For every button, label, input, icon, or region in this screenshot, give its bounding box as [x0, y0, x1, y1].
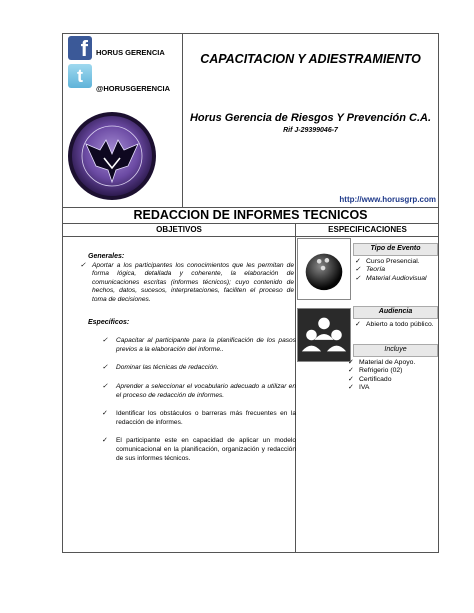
event-type-heading: Tipo de Evento — [353, 243, 438, 256]
list-item — [100, 437, 296, 463]
list-item — [100, 410, 296, 427]
specifications-header: ESPECIFICACIONES — [328, 225, 407, 234]
check-icon: ✓ — [355, 320, 361, 328]
list-item-text: Refrigerio (02) — [359, 367, 403, 374]
check-icon: ✓ — [348, 367, 354, 374]
horus-logo — [66, 110, 158, 202]
includes-heading: Incluye — [353, 344, 438, 357]
event-type-list — [353, 258, 438, 284]
list-item-text: El participante este en capacidad de aplicar un modelo comunicacional en la planificación, organización y redacción de sus informes técnicos. — [116, 437, 296, 462]
list-item-text: Capacitar al participante para la planificación de los pasos previos a la elaboración del informe.. — [116, 337, 296, 353]
course-title: REDACCION DE INFORMES TECNICOS — [133, 208, 368, 222]
list-item — [353, 258, 438, 267]
list-item-text: Material de Apoyo. — [359, 358, 416, 366]
people-icon — [297, 308, 351, 362]
list-item — [353, 275, 438, 284]
list-item — [100, 383, 296, 400]
includes-list — [346, 359, 438, 393]
audience-heading: Audiencia — [353, 306, 438, 319]
list-item-text: Identificar los obstáculos o barreras más frecuentes en la redacción de informes. — [116, 410, 296, 426]
includes-block — [346, 344, 438, 393]
list-item — [353, 321, 438, 330]
column-head-rule — [63, 236, 439, 237]
list-item — [100, 364, 296, 373]
check-icon: ✓ — [102, 382, 108, 390]
list-item-text: Teoría — [366, 266, 386, 273]
check-icon: ✓ — [102, 337, 108, 345]
objectives-header: OBJETIVOS — [156, 225, 202, 234]
section-title-rule — [63, 223, 439, 224]
check-icon: ✓ — [80, 261, 86, 269]
list-item-text: Dominar las técnicas de redacción. — [116, 364, 219, 372]
company-rif: Rif J-29399046-7 — [283, 127, 338, 134]
check-icon: ✓ — [102, 437, 108, 445]
company-name: Horus Gerencia de Riesgos Y Prevención C.A. — [189, 112, 432, 124]
check-icon: ✓ — [355, 266, 361, 273]
list-item-text: Material Audiovisual — [366, 274, 427, 282]
audience-list — [353, 321, 438, 330]
website-link[interactable]: http://www.horusgrp.com — [339, 195, 436, 204]
facebook-icon[interactable]: f — [68, 36, 92, 60]
list-item — [346, 367, 438, 376]
list-item-text: Aprender a seleccionar el vocabulario adecuado a utilizar en el proceso de redacción de informes. — [116, 382, 296, 399]
twitter-label: @HORUSGERENCIA — [96, 84, 170, 93]
list-item — [346, 376, 438, 385]
check-icon: ✓ — [102, 364, 108, 372]
list-item — [346, 359, 438, 368]
check-icon: ✓ — [355, 257, 361, 265]
specific-heading: Específicos: — [88, 318, 130, 326]
list-item — [100, 337, 296, 354]
specific-objectives-list — [100, 337, 296, 463]
list-item — [353, 266, 438, 275]
social-panel — [63, 34, 182, 208]
list-item — [346, 384, 438, 393]
facebook-label: HORUS GERENCIA — [96, 48, 165, 57]
page-title: CAPACITACION Y ADIESTRAMIENTO — [200, 52, 421, 66]
check-icon: ✓ — [348, 384, 354, 391]
check-icon: ✓ — [102, 410, 108, 418]
general-objective — [80, 261, 294, 305]
bowling-ball-icon — [297, 238, 351, 300]
general-heading: Generales: — [88, 253, 125, 260]
audience-block — [353, 306, 438, 329]
list-item-text: Certificado — [359, 375, 392, 383]
check-icon: ✓ — [348, 375, 354, 383]
twitter-icon[interactable]: t — [68, 64, 92, 88]
check-icon: ✓ — [355, 274, 361, 282]
list-item-text: Curso Presencial. — [366, 257, 420, 265]
event-type-block — [353, 243, 438, 283]
general-objective-text: Aportar a los participantes los conocimientos que les permitan de forma lógica, detallada y coherente, la elaboración de comunicaciones escritas (informes técnicos); cuyo contenido de hechos, datos, sucesos, interpretaciones, faciliten el proceso de toma de decisiones. — [92, 261, 294, 303]
list-item-text: IVA — [359, 384, 370, 391]
list-item-text: Abierto a todo público. — [366, 320, 434, 328]
check-icon: ✓ — [348, 358, 354, 366]
objectives-column — [80, 253, 296, 473]
